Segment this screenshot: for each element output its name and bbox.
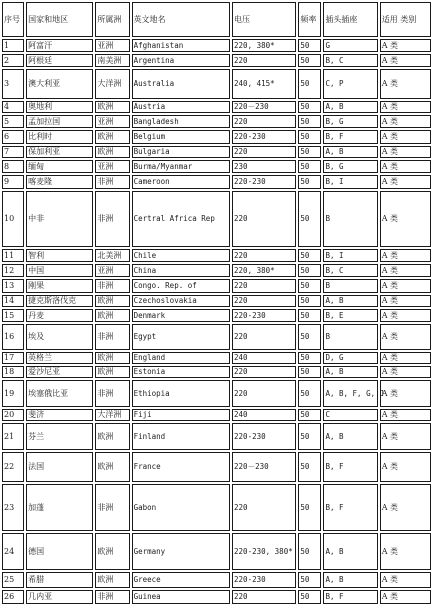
cell-country: 比利时 <box>26 130 93 144</box>
table-row <box>2 39 431 52</box>
cell-plug-type: B, F <box>323 484 377 531</box>
cell-voltage: 220 <box>232 115 296 128</box>
cell-plug-type: B, G <box>323 160 377 173</box>
cell-english-name: Czechoslovakia <box>132 295 230 307</box>
cell-class: A 类 <box>380 264 431 277</box>
cell-voltage: 220-230 <box>232 423 296 450</box>
cell-serial: 2 <box>2 54 24 67</box>
cell-frequency: 50 <box>298 423 321 450</box>
cell-voltage: 220 <box>232 249 296 262</box>
cell-class: A 类 <box>380 352 431 364</box>
cell-country: 奥地利 <box>26 101 93 113</box>
cell-country: 埃塞俄比亚 <box>26 380 93 407</box>
cell-plug-type: A, B <box>323 572 377 588</box>
cell-voltage: 220－230 <box>232 101 296 113</box>
cell-voltage: 240, 415* <box>232 69 296 99</box>
cell-english-name: Afghanistan <box>132 39 230 52</box>
cell-voltage: 220-230 <box>232 130 296 144</box>
cell-frequency: 50 <box>298 249 321 262</box>
cell-class: A 类 <box>380 279 431 293</box>
cell-plug-type: B, F <box>323 590 377 604</box>
cell-voltage: 220-230 <box>232 572 296 588</box>
table-row <box>2 309 431 322</box>
table-row <box>2 279 431 293</box>
cell-region: 亚洲 <box>95 264 129 277</box>
cell-plug-type: A, B <box>323 423 377 450</box>
cell-voltage: 230 <box>232 160 296 173</box>
table-row <box>2 533 431 570</box>
cell-frequency: 50 <box>298 409 321 421</box>
cell-voltage: 220-230, 380* <box>232 533 296 570</box>
cell-class: A 类 <box>380 175 431 189</box>
header-row <box>2 2 431 37</box>
cell-country: 缅甸 <box>26 160 93 173</box>
cell-region: 非洲 <box>95 175 129 189</box>
cell-frequency: 50 <box>298 309 321 322</box>
cell-class: A 类 <box>380 533 431 570</box>
table-row <box>2 101 431 113</box>
cell-class: A 类 <box>380 249 431 262</box>
cell-country: 保加利亚 <box>26 146 93 158</box>
cell-class: A 类 <box>380 309 431 322</box>
cell-serial: 7 <box>2 146 24 158</box>
table-row <box>2 115 431 128</box>
cell-region: 欧洲 <box>95 423 129 450</box>
cell-english-name: Burma/Myanmar <box>132 160 230 173</box>
cell-country: 爱沙尼亚 <box>26 366 93 378</box>
table-body <box>2 39 431 604</box>
cell-voltage: 220 <box>232 324 296 350</box>
cell-frequency: 50 <box>298 366 321 378</box>
cell-plug-type: B, I <box>323 175 377 189</box>
cell-class: A 类 <box>380 409 431 421</box>
cell-plug-type: B, I <box>323 249 377 262</box>
cell-class: A 类 <box>380 380 431 407</box>
cell-plug-type: B, F <box>323 130 377 144</box>
cell-plug-type: B, C <box>323 54 377 67</box>
cell-country: 智利 <box>26 249 93 262</box>
cell-country: 法国 <box>26 452 93 482</box>
cell-class: A 类 <box>380 295 431 307</box>
table-row <box>2 572 431 588</box>
cell-country: 英格兰 <box>26 352 93 364</box>
cell-serial: 16 <box>2 324 24 350</box>
cell-class: A 类 <box>380 160 431 173</box>
cell-frequency: 50 <box>298 160 321 173</box>
cell-frequency: 50 <box>298 69 321 99</box>
cell-voltage: 240 <box>232 352 296 364</box>
cell-class: A 类 <box>380 69 431 99</box>
cell-plug-type: C, P <box>323 69 377 99</box>
cell-english-name: Finland <box>132 423 230 450</box>
cell-english-name: Cameroon <box>132 175 230 189</box>
cell-country: 刚果 <box>26 279 93 293</box>
cell-frequency: 50 <box>298 572 321 588</box>
cell-serial: 6 <box>2 130 24 144</box>
cell-country: 几内亚 <box>26 590 93 604</box>
cell-country: 丹麦 <box>26 309 93 322</box>
cell-class: A 类 <box>380 484 431 531</box>
cell-voltage: 220 <box>232 295 296 307</box>
cell-frequency: 50 <box>298 115 321 128</box>
cell-region: 亚洲 <box>95 115 129 128</box>
cell-region: 亚洲 <box>95 160 129 173</box>
table-row <box>2 54 431 67</box>
table-row <box>2 160 431 173</box>
cell-class: A 类 <box>380 39 431 52</box>
cell-serial: 22 <box>2 452 24 482</box>
table-row <box>2 590 431 604</box>
cell-english-name: Gabon <box>132 484 230 531</box>
table-row <box>2 452 431 482</box>
cell-english-name: Congo. Rep. of <box>132 279 230 293</box>
cell-region: 欧洲 <box>95 309 129 322</box>
cell-region: 欧洲 <box>95 295 129 307</box>
table-row <box>2 484 431 531</box>
cell-region: 非洲 <box>95 191 129 247</box>
cell-region: 非洲 <box>95 279 129 293</box>
cell-country: 斐济 <box>26 409 93 421</box>
cell-frequency: 50 <box>298 380 321 407</box>
cell-frequency: 50 <box>298 352 321 364</box>
cell-frequency: 50 <box>298 146 321 158</box>
cell-voltage: 220 <box>232 191 296 247</box>
table-row <box>2 191 431 247</box>
cell-english-name: China <box>132 264 230 277</box>
cell-serial: 23 <box>2 484 24 531</box>
cell-country: 加蓬 <box>26 484 93 531</box>
cell-voltage: 220-230 <box>232 309 296 322</box>
cell-english-name: Chile <box>132 249 230 262</box>
cell-serial: 12 <box>2 264 24 277</box>
cell-english-name: Austria <box>132 101 230 113</box>
cell-frequency: 50 <box>298 324 321 350</box>
cell-plug-type: A, B <box>323 533 377 570</box>
cell-voltage: 220 <box>232 279 296 293</box>
cell-class: A 类 <box>380 452 431 482</box>
cell-country: 孟加拉国 <box>26 115 93 128</box>
cell-class: A 类 <box>380 54 431 67</box>
table-row <box>2 409 431 421</box>
cell-frequency: 50 <box>298 130 321 144</box>
cell-plug-type: B <box>323 191 377 247</box>
cell-plug-type: A, B, F, G, J <box>323 380 377 407</box>
cell-plug-type: B <box>323 324 377 350</box>
cell-region: 欧洲 <box>95 130 129 144</box>
cell-frequency: 50 <box>298 533 321 570</box>
cell-plug-type: A, B <box>323 295 377 307</box>
cell-serial: 25 <box>2 572 24 588</box>
cell-plug-type: G <box>323 39 377 52</box>
cell-region: 非洲 <box>95 484 129 531</box>
cell-class: A 类 <box>380 366 431 378</box>
cell-class: A 类 <box>380 146 431 158</box>
cell-serial: 9 <box>2 175 24 189</box>
cell-english-name: England <box>132 352 230 364</box>
cell-frequency: 50 <box>298 590 321 604</box>
table-row <box>2 352 431 364</box>
cell-class: A 类 <box>380 101 431 113</box>
cell-english-name: Bulgaria <box>132 146 230 158</box>
header-cell: 所属洲 <box>95 2 129 37</box>
cell-frequency: 50 <box>298 101 321 113</box>
cell-region: 大洋洲 <box>95 69 129 99</box>
cell-english-name: France <box>132 452 230 482</box>
cell-region: 亚洲 <box>95 39 129 52</box>
cell-country: 喀麦隆 <box>26 175 93 189</box>
table-row <box>2 130 431 144</box>
cell-voltage: 220 <box>232 366 296 378</box>
cell-region: 欧洲 <box>95 533 129 570</box>
header-cell: 频率 <box>298 2 321 37</box>
cell-plug-type: D, G <box>323 352 377 364</box>
table-row <box>2 423 431 450</box>
cell-country: 捷克斯洛伐克 <box>26 295 93 307</box>
cell-plug-type: B, F <box>323 452 377 482</box>
cell-serial: 13 <box>2 279 24 293</box>
cell-class: A 类 <box>380 423 431 450</box>
cell-serial: 8 <box>2 160 24 173</box>
cell-voltage: 220 <box>232 380 296 407</box>
cell-voltage: 220－230 <box>232 452 296 482</box>
cell-class: A 类 <box>380 590 431 604</box>
header-cell: 适用 类别 <box>380 2 431 37</box>
cell-voltage: 220, 380* <box>232 39 296 52</box>
header-cell: 英文地名 <box>132 2 230 37</box>
cell-frequency: 50 <box>298 175 321 189</box>
cell-english-name: Germany <box>132 533 230 570</box>
cell-voltage: 220-230 <box>232 175 296 189</box>
cell-frequency: 50 <box>298 54 321 67</box>
cell-voltage: 220, 380* <box>232 264 296 277</box>
table-row <box>2 366 431 378</box>
cell-english-name: Greece <box>132 572 230 588</box>
cell-region: 非洲 <box>95 324 129 350</box>
cell-frequency: 50 <box>298 452 321 482</box>
cell-region: 非洲 <box>95 590 129 604</box>
header-cell: 国家和地区 <box>26 2 93 37</box>
cell-region: 欧洲 <box>95 366 129 378</box>
cell-serial: 26 <box>2 590 24 604</box>
cell-voltage: 240 <box>232 409 296 421</box>
cell-english-name: Estonia <box>132 366 230 378</box>
header-cell: 电压 <box>232 2 296 37</box>
cell-plug-type: A, B <box>323 366 377 378</box>
cell-country: 中非 <box>26 191 93 247</box>
cell-serial: 19 <box>2 380 24 407</box>
cell-class: A 类 <box>380 324 431 350</box>
table-row <box>2 69 431 99</box>
cell-serial: 20 <box>2 409 24 421</box>
cell-serial: 21 <box>2 423 24 450</box>
cell-serial: 10 <box>2 191 24 247</box>
table-row <box>2 146 431 158</box>
cell-class: A 类 <box>380 130 431 144</box>
cell-region: 南美洲 <box>95 54 129 67</box>
table-row <box>2 380 431 407</box>
cell-plug-type: C <box>323 409 377 421</box>
cell-region: 欧洲 <box>95 146 129 158</box>
cell-region: 欧洲 <box>95 101 129 113</box>
cell-country: 阿根廷 <box>26 54 93 67</box>
table-row <box>2 295 431 307</box>
cell-serial: 18 <box>2 366 24 378</box>
cell-serial: 24 <box>2 533 24 570</box>
cell-country: 中国 <box>26 264 93 277</box>
cell-english-name: Denmark <box>132 309 230 322</box>
cell-country: 芬兰 <box>26 423 93 450</box>
cell-frequency: 50 <box>298 295 321 307</box>
cell-plug-type: B, C <box>323 264 377 277</box>
cell-english-name: Fiji <box>132 409 230 421</box>
cell-serial: 5 <box>2 115 24 128</box>
cell-english-name: Belgium <box>132 130 230 144</box>
cell-english-name: Egypt <box>132 324 230 350</box>
cell-country: 德国 <box>26 533 93 570</box>
cell-class: A 类 <box>380 572 431 588</box>
cell-region: 欧洲 <box>95 352 129 364</box>
cell-english-name: Bangladesh <box>132 115 230 128</box>
cell-class: A 类 <box>380 191 431 247</box>
cell-country: 澳大利亚 <box>26 69 93 99</box>
cell-serial: 11 <box>2 249 24 262</box>
table-row <box>2 264 431 277</box>
cell-serial: 17 <box>2 352 24 364</box>
cell-voltage: 220 <box>232 146 296 158</box>
cell-frequency: 50 <box>298 39 321 52</box>
cell-frequency: 50 <box>298 191 321 247</box>
cell-country: 埃及 <box>26 324 93 350</box>
cell-serial: 15 <box>2 309 24 322</box>
cell-region: 欧洲 <box>95 572 129 588</box>
header-cell: 插头插座 <box>323 2 377 37</box>
cell-country: 希腊 <box>26 572 93 588</box>
cell-plug-type: B <box>323 279 377 293</box>
table-row <box>2 249 431 262</box>
cell-frequency: 50 <box>298 279 321 293</box>
cell-plug-type: B, G <box>323 115 377 128</box>
cell-serial: 3 <box>2 69 24 99</box>
cell-voltage: 220 <box>232 590 296 604</box>
cell-english-name: Guinea <box>132 590 230 604</box>
cell-plug-type: A, B <box>323 101 377 113</box>
table-row <box>2 175 431 189</box>
header-cell: 序号 <box>2 2 24 37</box>
cell-region: 非洲 <box>95 380 129 407</box>
cell-voltage: 220 <box>232 484 296 531</box>
cell-serial: 1 <box>2 39 24 52</box>
cell-frequency: 50 <box>298 264 321 277</box>
cell-region: 北美洲 <box>95 249 129 262</box>
cell-serial: 4 <box>2 101 24 113</box>
cell-serial: 14 <box>2 295 24 307</box>
cell-region: 大洋洲 <box>95 409 129 421</box>
cell-english-name: Certral Africa Rep <box>132 191 230 247</box>
cell-class: A 类 <box>380 115 431 128</box>
cell-voltage: 220 <box>232 54 296 67</box>
cell-english-name: Argentina <box>132 54 230 67</box>
cell-english-name: Australia <box>132 69 230 99</box>
table-row <box>2 324 431 350</box>
cell-plug-type: A, B <box>323 146 377 158</box>
cell-frequency: 50 <box>298 484 321 531</box>
cell-country: 阿富汗 <box>26 39 93 52</box>
cell-plug-type: B, E <box>323 309 377 322</box>
cell-english-name: Ethiopia <box>132 380 230 407</box>
cell-region: 欧洲 <box>95 452 129 482</box>
